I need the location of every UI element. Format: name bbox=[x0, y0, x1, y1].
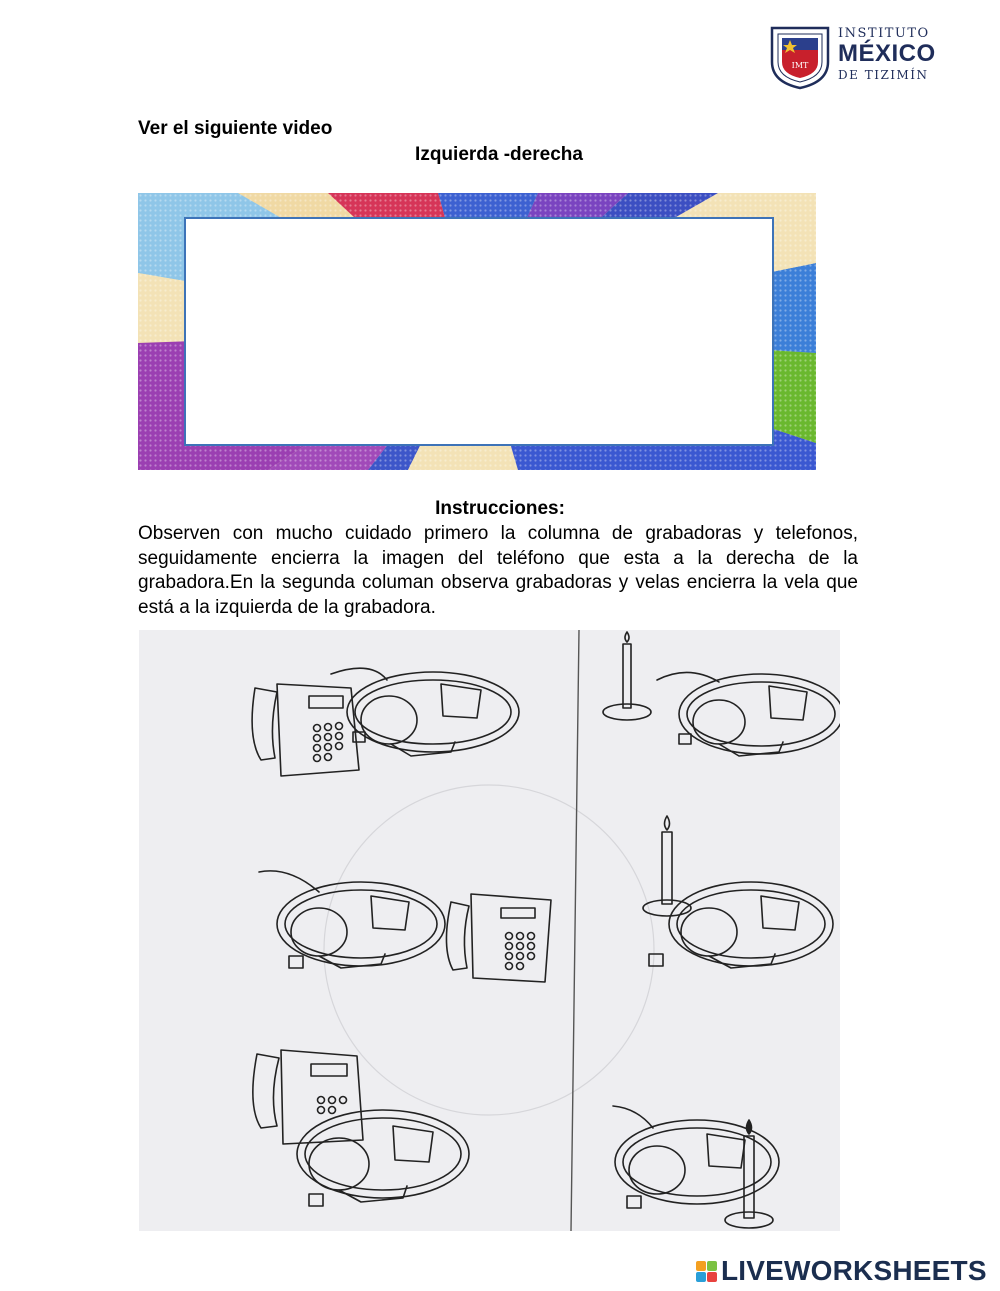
telephone-icon bbox=[253, 1050, 363, 1144]
telephone-icon bbox=[446, 894, 551, 982]
candle-icon bbox=[603, 632, 651, 720]
instructions-body: Observen con mucho cuidado primero la columna de grabadoras y telefonos, seguidamente encierra la imagen del teléfono que esta a la derecha de la grabadora.En la segunda columan observa grabadoras y velas encierra la vela que está a la izquierda de la grabadora. bbox=[138, 523, 858, 618]
telephone-icon bbox=[252, 684, 359, 776]
page-heading: Ver el siguiente video bbox=[138, 118, 333, 139]
shield-mark: IMT bbox=[791, 61, 809, 70]
radio-icon bbox=[331, 668, 519, 756]
logo-line-2: MÉXICO bbox=[838, 40, 936, 67]
logo-line-3: DE TIZIMÍN bbox=[838, 68, 929, 82]
logo-line-1: INSTITUTO bbox=[838, 26, 930, 41]
radio-icon bbox=[649, 882, 833, 968]
radio-icon bbox=[657, 672, 840, 756]
radio-icon bbox=[259, 871, 445, 968]
liveworksheets-logo bbox=[696, 1255, 987, 1287]
video-placeholder[interactable] bbox=[184, 217, 774, 446]
faint-circle bbox=[324, 785, 654, 1115]
school-logo bbox=[768, 22, 936, 92]
school-shield-icon bbox=[768, 22, 832, 90]
liveworksheets-mark-icon bbox=[696, 1261, 717, 1282]
liveworksheets-wordmark: LIVEWORKSHEETS bbox=[721, 1255, 987, 1286]
candle-icon bbox=[643, 816, 691, 916]
page-subheading: Izquierda -derecha bbox=[415, 144, 583, 165]
worksheet-photo bbox=[139, 630, 840, 1231]
column-divider bbox=[571, 630, 579, 1231]
radio-icon bbox=[297, 1110, 469, 1206]
instructions-title: Instrucciones: bbox=[435, 498, 565, 519]
